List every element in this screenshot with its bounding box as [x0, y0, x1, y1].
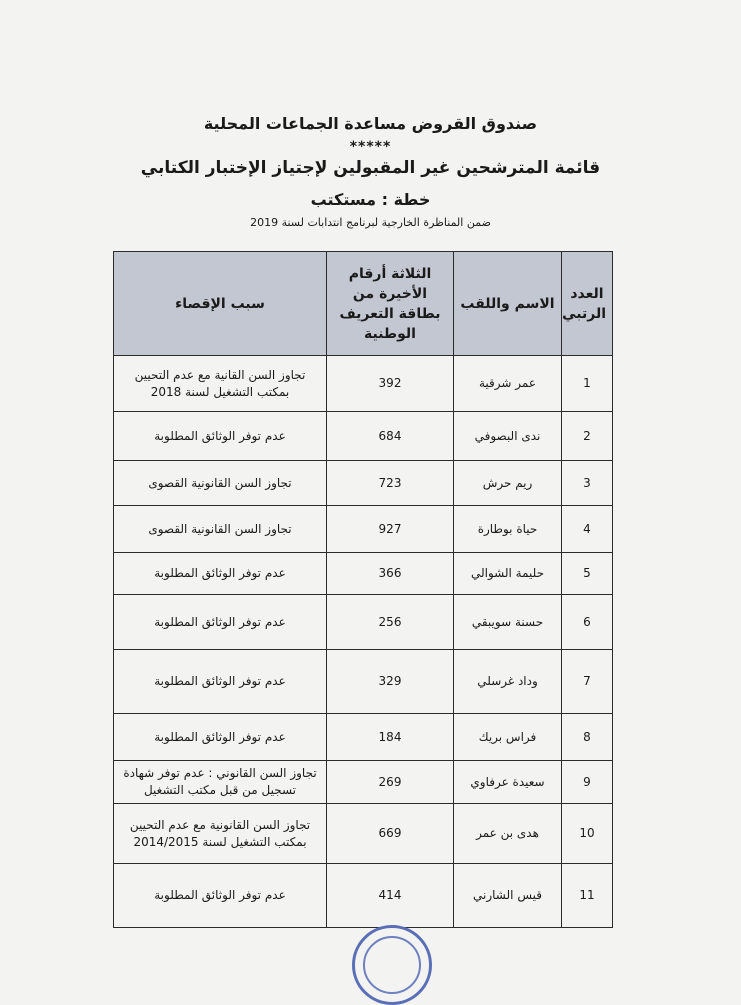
fund-title: صندوق القروض مساعدة الجماعات المحلية — [203, 114, 538, 133]
cell-id-digits: 366 — [327, 553, 454, 595]
stars-divider: ***** — [349, 139, 392, 155]
plan-title: خطة : مستكتب — [310, 190, 431, 209]
cell-reason: عدم توفر الوثائق المطلوبة — [114, 553, 327, 595]
table-row — [114, 356, 613, 412]
cell-reason: تجاوز السن القانية مع عدم التحيين بمكتب التشغيل لسنة 2018 — [114, 356, 327, 412]
cell-rank: 8 — [562, 714, 613, 761]
cell-name: حسنة سويبقي — [454, 595, 562, 650]
cell-reason: عدم توفر الوثائق المطلوبة — [114, 714, 327, 761]
cell-rank: 5 — [562, 553, 613, 595]
cell-reason: تجاوز السن القانونية القصوى — [114, 461, 327, 506]
table-row — [114, 461, 613, 506]
cell-rank: 1 — [562, 356, 613, 412]
cell-reason: تجاوز السن القانوني : عدم توفر شهادة تسجيل من قبل مكتب التشغيل — [114, 761, 327, 804]
cell-name: ريم حرش — [454, 461, 562, 506]
cell-reason: تجاوز السن القانونية القصوى — [114, 506, 327, 553]
cell-id-digits: 269 — [327, 761, 454, 804]
table-row — [114, 595, 613, 650]
cell-id-digits: 329 — [327, 650, 454, 714]
table-row — [114, 864, 613, 928]
cell-id-digits: 684 — [327, 412, 454, 461]
cell-reason: عدم توفر الوثائق المطلوبة — [114, 595, 327, 650]
cell-reason: عدم توفر الوثائق المطلوبة — [114, 412, 327, 461]
table-row — [114, 761, 613, 804]
cell-rank: 7 — [562, 650, 613, 714]
cell-name: حليمة الشوالي — [454, 553, 562, 595]
col-header-id-digits: الثلاثة أرقام الأخيرة من بطاقة التعريف الوطنية — [327, 252, 454, 356]
cell-name: سعيدة عرفاوي — [454, 761, 562, 804]
subtitle: ضمن المناظرة الخارجية لبرنامج انتدابات لسنة 2019 — [250, 216, 491, 229]
col-header-name: الاسم واللقب — [454, 252, 562, 356]
cell-id-digits: 669 — [327, 804, 454, 864]
col-header-rank: العدد الرتبي — [562, 252, 613, 356]
cell-rank: 6 — [562, 595, 613, 650]
cell-rank: 4 — [562, 506, 613, 553]
col-header-reason: سبب الإقصاء — [114, 252, 327, 356]
table-row — [114, 650, 613, 714]
cell-rank: 9 — [562, 761, 613, 804]
cell-name: حياة بوطارة — [454, 506, 562, 553]
cell-id-digits: 414 — [327, 864, 454, 928]
cell-id-digits: 392 — [327, 356, 454, 412]
table-row — [114, 553, 613, 595]
cell-name: قيس الشارني — [454, 864, 562, 928]
cell-rank: 2 — [562, 412, 613, 461]
cell-id-digits: 184 — [327, 714, 454, 761]
cell-name: ندى البصوفي — [454, 412, 562, 461]
cell-rank: 10 — [562, 804, 613, 864]
cell-name: وداد غرسلي — [454, 650, 562, 714]
cell-rank: 11 — [562, 864, 613, 928]
table-header-row — [114, 252, 613, 356]
cell-rank: 3 — [562, 461, 613, 506]
cell-reason: عدم توفر الوثائق المطلوبة — [114, 864, 327, 928]
cell-id-digits: 723 — [327, 461, 454, 506]
rejected-candidates-table — [113, 251, 613, 928]
table-row — [114, 714, 613, 761]
cell-name: هدى بن عمر — [454, 804, 562, 864]
cell-reason: تجاوز السن القانونية مع عدم التحيين بمكتب التشغيل لسنة 2014/2015 — [114, 804, 327, 864]
list-title: قائمة المترشحين غير المقبولين لإجتياز الإختبار الكتابي — [140, 158, 601, 178]
table-row — [114, 804, 613, 864]
cell-reason: عدم توفر الوثائق المطلوبة — [114, 650, 327, 714]
cell-name: فراس بريك — [454, 714, 562, 761]
cell-id-digits: 927 — [327, 506, 454, 553]
table-row — [114, 506, 613, 553]
table-row — [114, 412, 613, 461]
cell-id-digits: 256 — [327, 595, 454, 650]
official-stamp — [352, 925, 432, 1005]
cell-name: عمر شرقية — [454, 356, 562, 412]
